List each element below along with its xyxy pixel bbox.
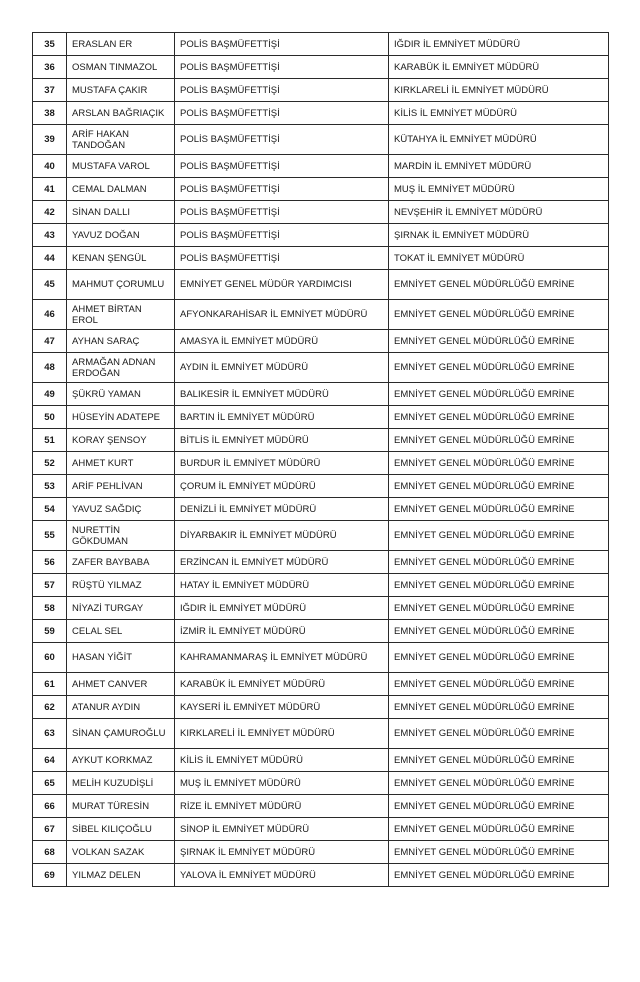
table-row	[33, 353, 609, 383]
row-number: 41	[33, 178, 67, 201]
current-position: IĞDIR İL EMNİYET MÜDÜRÜ	[175, 597, 389, 620]
row-number: 58	[33, 597, 67, 620]
row-number: 64	[33, 749, 67, 772]
current-position: POLİS BAŞMÜFETTİŞİ	[175, 201, 389, 224]
person-name: ARİF HAKAN TANDOĞAN	[67, 125, 175, 155]
row-number: 69	[33, 864, 67, 887]
person-name: SİNAN ÇAMUROĞLU	[67, 719, 175, 749]
new-assignment: EMNİYET GENEL MÜDÜRLÜĞÜ EMRİNE	[389, 574, 609, 597]
row-number: 57	[33, 574, 67, 597]
new-assignment: EMNİYET GENEL MÜDÜRLÜĞÜ EMRİNE	[389, 475, 609, 498]
current-position: EMNİYET GENEL MÜDÜR YARDIMCISI	[175, 270, 389, 300]
current-position: AYDIN İL EMNİYET MÜDÜRÜ	[175, 353, 389, 383]
person-name: ARMAĞAN ADNAN ERDOĞAN	[67, 353, 175, 383]
current-position: KIRKLARELİ İL EMNİYET MÜDÜRÜ	[175, 719, 389, 749]
person-name: AYHAN SARAÇ	[67, 330, 175, 353]
new-assignment: EMNİYET GENEL MÜDÜRLÜĞÜ EMRİNE	[389, 864, 609, 887]
row-number: 44	[33, 247, 67, 270]
person-name: CELAL SEL	[67, 620, 175, 643]
table-row	[33, 597, 609, 620]
person-name: ATANUR AYDIN	[67, 696, 175, 719]
new-assignment: EMNİYET GENEL MÜDÜRLÜĞÜ EMRİNE	[389, 772, 609, 795]
table-row	[33, 749, 609, 772]
new-assignment: EMNİYET GENEL MÜDÜRLÜĞÜ EMRİNE	[389, 406, 609, 429]
table-row	[33, 125, 609, 155]
row-number: 60	[33, 643, 67, 673]
current-position: DİYARBAKIR İL EMNİYET MÜDÜRÜ	[175, 521, 389, 551]
person-name: SİBEL KILIÇOĞLU	[67, 818, 175, 841]
current-position: POLİS BAŞMÜFETTİŞİ	[175, 155, 389, 178]
table-row	[33, 475, 609, 498]
table-row	[33, 620, 609, 643]
person-name: MAHMUT ÇORUMLU	[67, 270, 175, 300]
row-number: 61	[33, 673, 67, 696]
new-assignment: EMNİYET GENEL MÜDÜRLÜĞÜ EMRİNE	[389, 841, 609, 864]
current-position: POLİS BAŞMÜFETTİŞİ	[175, 247, 389, 270]
table-row	[33, 201, 609, 224]
new-assignment: EMNİYET GENEL MÜDÜRLÜĞÜ EMRİNE	[389, 300, 609, 330]
row-number: 43	[33, 224, 67, 247]
new-assignment: TOKAT İL EMNİYET MÜDÜRÜ	[389, 247, 609, 270]
new-assignment: KARABÜK İL EMNİYET MÜDÜRÜ	[389, 56, 609, 79]
row-number: 56	[33, 551, 67, 574]
table-row	[33, 155, 609, 178]
row-number: 63	[33, 719, 67, 749]
row-number: 65	[33, 772, 67, 795]
row-number: 55	[33, 521, 67, 551]
new-assignment: MUŞ İL EMNİYET MÜDÜRÜ	[389, 178, 609, 201]
current-position: POLİS BAŞMÜFETTİŞİ	[175, 178, 389, 201]
current-position: ÇORUM İL EMNİYET MÜDÜRÜ	[175, 475, 389, 498]
table-row	[33, 383, 609, 406]
person-name: ARİF PEHLİVAN	[67, 475, 175, 498]
person-name: YAVUZ SAĞDIÇ	[67, 498, 175, 521]
row-number: 46	[33, 300, 67, 330]
current-position: HATAY İL EMNİYET MÜDÜRÜ	[175, 574, 389, 597]
person-name: AHMET KURT	[67, 452, 175, 475]
row-number: 42	[33, 201, 67, 224]
row-number: 49	[33, 383, 67, 406]
current-position: KARABÜK İL EMNİYET MÜDÜRÜ	[175, 673, 389, 696]
appointment-list-page	[32, 32, 608, 887]
current-position: SİNOP İL EMNİYET MÜDÜRÜ	[175, 818, 389, 841]
table-row	[33, 795, 609, 818]
person-name: AHMET CANVER	[67, 673, 175, 696]
row-number: 67	[33, 818, 67, 841]
row-number: 37	[33, 79, 67, 102]
person-name: MELİH KUZUDİŞLİ	[67, 772, 175, 795]
current-position: KİLİS İL EMNİYET MÜDÜRÜ	[175, 749, 389, 772]
person-name: MUSTAFA ÇAKIR	[67, 79, 175, 102]
current-position: ERZİNCAN İL EMNİYET MÜDÜRÜ	[175, 551, 389, 574]
row-number: 54	[33, 498, 67, 521]
row-number: 45	[33, 270, 67, 300]
current-position: BURDUR İL EMNİYET MÜDÜRÜ	[175, 452, 389, 475]
row-number: 36	[33, 56, 67, 79]
person-name: YILMAZ DELEN	[67, 864, 175, 887]
new-assignment: NEVŞEHİR İL EMNİYET MÜDÜRÜ	[389, 201, 609, 224]
new-assignment: EMNİYET GENEL MÜDÜRLÜĞÜ EMRİNE	[389, 749, 609, 772]
new-assignment: EMNİYET GENEL MÜDÜRLÜĞÜ EMRİNE	[389, 498, 609, 521]
new-assignment: EMNİYET GENEL MÜDÜRLÜĞÜ EMRİNE	[389, 643, 609, 673]
row-number: 52	[33, 452, 67, 475]
current-position: BALIKESİR İL EMNİYET MÜDÜRÜ	[175, 383, 389, 406]
person-name: MURAT TÜRESİN	[67, 795, 175, 818]
current-position: POLİS BAŞMÜFETTİŞİ	[175, 79, 389, 102]
row-number: 59	[33, 620, 67, 643]
new-assignment: EMNİYET GENEL MÜDÜRLÜĞÜ EMRİNE	[389, 597, 609, 620]
current-position: POLİS BAŞMÜFETTİŞİ	[175, 56, 389, 79]
row-number: 40	[33, 155, 67, 178]
table-row	[33, 452, 609, 475]
row-number: 51	[33, 429, 67, 452]
person-name: CEMAL DALMAN	[67, 178, 175, 201]
new-assignment: KÜTAHYA İL EMNİYET MÜDÜRÜ	[389, 125, 609, 155]
new-assignment: ŞIRNAK İL EMNİYET MÜDÜRÜ	[389, 224, 609, 247]
current-position: YALOVA İL EMNİYET MÜDÜRÜ	[175, 864, 389, 887]
new-assignment: EMNİYET GENEL MÜDÜRLÜĞÜ EMRİNE	[389, 330, 609, 353]
table-row	[33, 551, 609, 574]
new-assignment: EMNİYET GENEL MÜDÜRLÜĞÜ EMRİNE	[389, 620, 609, 643]
new-assignment: KIRKLARELİ İL EMNİYET MÜDÜRÜ	[389, 79, 609, 102]
table-row	[33, 330, 609, 353]
table-row	[33, 79, 609, 102]
current-position: KAHRAMANMARAŞ İL EMNİYET MÜDÜRÜ	[175, 643, 389, 673]
new-assignment: EMNİYET GENEL MÜDÜRLÜĞÜ EMRİNE	[389, 521, 609, 551]
table-row	[33, 498, 609, 521]
current-position: POLİS BAŞMÜFETTİŞİ	[175, 224, 389, 247]
table-row	[33, 841, 609, 864]
appointment-table	[32, 32, 609, 887]
person-name: AYKUT KORKMAZ	[67, 749, 175, 772]
row-number: 68	[33, 841, 67, 864]
new-assignment: EMNİYET GENEL MÜDÜRLÜĞÜ EMRİNE	[389, 353, 609, 383]
row-number: 35	[33, 33, 67, 56]
table-row	[33, 574, 609, 597]
table-row	[33, 33, 609, 56]
table-row	[33, 406, 609, 429]
current-position: AFYONKARAHİSAR İL EMNİYET MÜDÜRÜ	[175, 300, 389, 330]
row-number: 66	[33, 795, 67, 818]
person-name: KENAN ŞENGÜL	[67, 247, 175, 270]
new-assignment: IĞDIR İL EMNİYET MÜDÜRÜ	[389, 33, 609, 56]
current-position: BİTLİS İL EMNİYET MÜDÜRÜ	[175, 429, 389, 452]
person-name: HÜSEYİN ADATEPE	[67, 406, 175, 429]
table-row	[33, 864, 609, 887]
table-row	[33, 102, 609, 125]
new-assignment: EMNİYET GENEL MÜDÜRLÜĞÜ EMRİNE	[389, 719, 609, 749]
row-number: 48	[33, 353, 67, 383]
current-position: POLİS BAŞMÜFETTİŞİ	[175, 33, 389, 56]
new-assignment: KİLİS İL EMNİYET MÜDÜRÜ	[389, 102, 609, 125]
person-name: VOLKAN SAZAK	[67, 841, 175, 864]
new-assignment: EMNİYET GENEL MÜDÜRLÜĞÜ EMRİNE	[389, 429, 609, 452]
table-row	[33, 247, 609, 270]
person-name: ZAFER BAYBABA	[67, 551, 175, 574]
table-row	[33, 643, 609, 673]
person-name: NİYAZİ TURGAY	[67, 597, 175, 620]
table-row	[33, 300, 609, 330]
new-assignment: EMNİYET GENEL MÜDÜRLÜĞÜ EMRİNE	[389, 818, 609, 841]
person-name: OSMAN TINMAZOL	[67, 56, 175, 79]
new-assignment: MARDİN İL EMNİYET MÜDÜRÜ	[389, 155, 609, 178]
current-position: KAYSERİ İL EMNİYET MÜDÜRÜ	[175, 696, 389, 719]
table-row	[33, 818, 609, 841]
new-assignment: EMNİYET GENEL MÜDÜRLÜĞÜ EMRİNE	[389, 673, 609, 696]
current-position: POLİS BAŞMÜFETTİŞİ	[175, 102, 389, 125]
row-number: 47	[33, 330, 67, 353]
table-row	[33, 429, 609, 452]
current-position: DENİZLİ İL EMNİYET MÜDÜRÜ	[175, 498, 389, 521]
current-position: POLİS BAŞMÜFETTİŞİ	[175, 125, 389, 155]
new-assignment: EMNİYET GENEL MÜDÜRLÜĞÜ EMRİNE	[389, 452, 609, 475]
row-number: 53	[33, 475, 67, 498]
new-assignment: EMNİYET GENEL MÜDÜRLÜĞÜ EMRİNE	[389, 383, 609, 406]
table-row	[33, 772, 609, 795]
table-row	[33, 56, 609, 79]
new-assignment: EMNİYET GENEL MÜDÜRLÜĞÜ EMRİNE	[389, 795, 609, 818]
current-position: AMASYA İL EMNİYET MÜDÜRÜ	[175, 330, 389, 353]
person-name: ARSLAN BAĞRIAÇIK	[67, 102, 175, 125]
current-position: ŞIRNAK İL EMNİYET MÜDÜRÜ	[175, 841, 389, 864]
current-position: BARTIN İL EMNİYET MÜDÜRÜ	[175, 406, 389, 429]
table-row	[33, 521, 609, 551]
row-number: 50	[33, 406, 67, 429]
table-row	[33, 719, 609, 749]
person-name: NURETTİN GÖKDUMAN	[67, 521, 175, 551]
person-name: RÜŞTÜ YILMAZ	[67, 574, 175, 597]
person-name: MUSTAFA VAROL	[67, 155, 175, 178]
person-name: ERASLAN ER	[67, 33, 175, 56]
current-position: MUŞ İL EMNİYET MÜDÜRÜ	[175, 772, 389, 795]
row-number: 39	[33, 125, 67, 155]
table-row	[33, 696, 609, 719]
table-row	[33, 224, 609, 247]
row-number: 62	[33, 696, 67, 719]
appointment-table-body	[33, 33, 609, 887]
table-row	[33, 270, 609, 300]
person-name: YAVUZ DOĞAN	[67, 224, 175, 247]
table-row	[33, 673, 609, 696]
row-number: 38	[33, 102, 67, 125]
new-assignment: EMNİYET GENEL MÜDÜRLÜĞÜ EMRİNE	[389, 696, 609, 719]
new-assignment: EMNİYET GENEL MÜDÜRLÜĞÜ EMRİNE	[389, 270, 609, 300]
current-position: İZMİR İL EMNİYET MÜDÜRÜ	[175, 620, 389, 643]
current-position: RİZE İL EMNİYET MÜDÜRÜ	[175, 795, 389, 818]
person-name: KORAY ŞENSOY	[67, 429, 175, 452]
person-name: SİNAN DALLI	[67, 201, 175, 224]
table-row	[33, 178, 609, 201]
person-name: AHMET BİRTAN EROL	[67, 300, 175, 330]
new-assignment: EMNİYET GENEL MÜDÜRLÜĞÜ EMRİNE	[389, 551, 609, 574]
person-name: HASAN YİĞİT	[67, 643, 175, 673]
person-name: ŞÜKRÜ YAMAN	[67, 383, 175, 406]
